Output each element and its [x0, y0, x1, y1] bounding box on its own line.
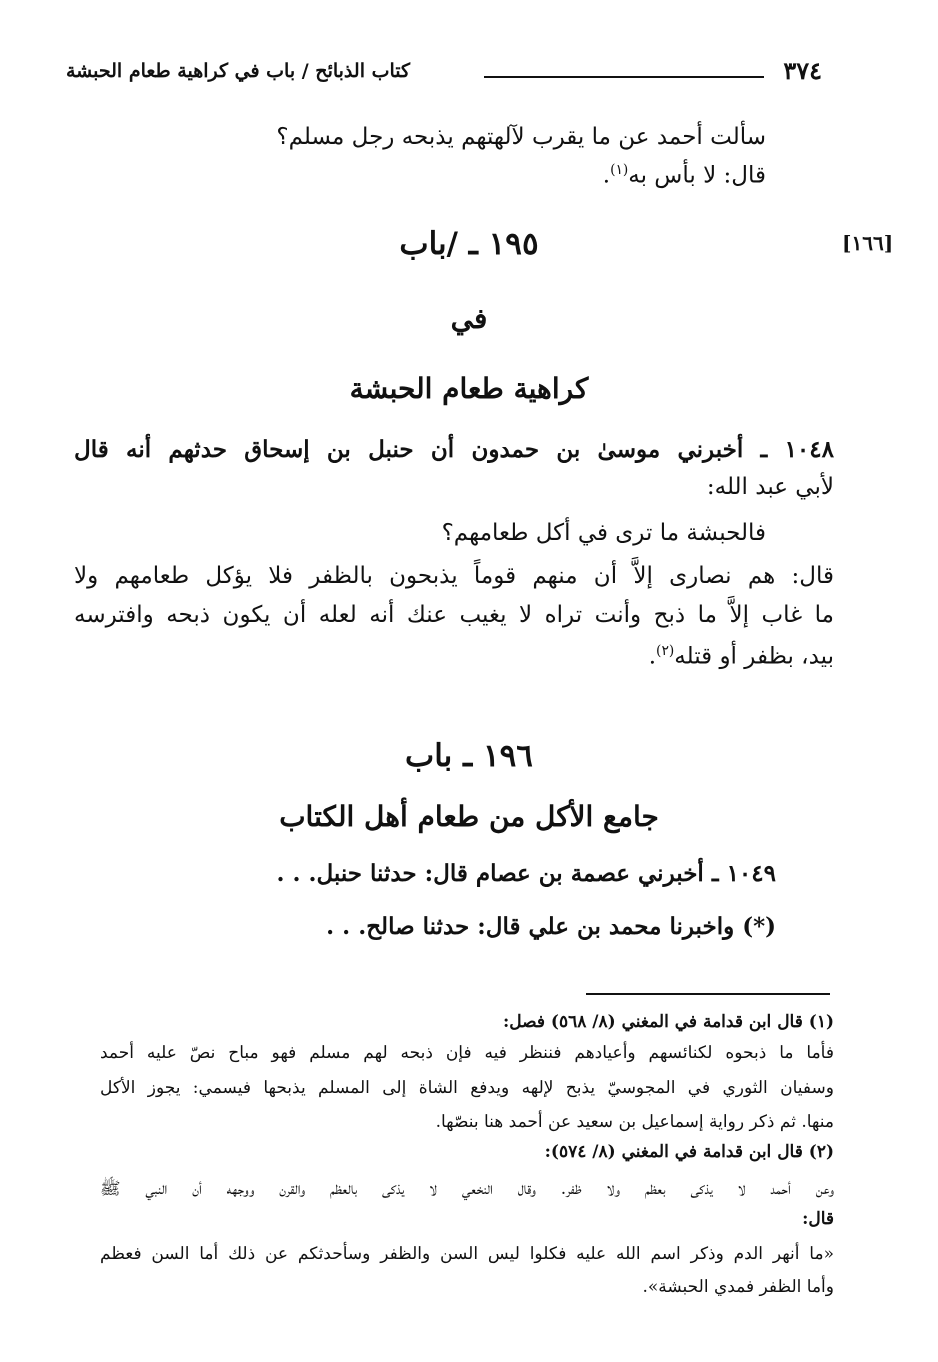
- hadith-1048-line-6-text: بيد، بظفر أو قتله: [674, 643, 834, 670]
- footnote-2-line-2: وعن أحمد لا يذكى بعظم ولا ظفر. وقال النخعي لا يذكى بالعظم والقرن ووجهه أن النبي ﷺ: [100, 1179, 834, 1199]
- footnote-1-heading: (١) قال ابن قدامة في المغني (٨/ ٥٦٨) فصل:: [502, 1012, 834, 1032]
- chapter-196-number: ١٩٦ ـ باب: [405, 738, 533, 774]
- footnote-2-line-4: «ما أنهر الدم وذكر اسم الله عليه فكلوا ليس السن والظفر وسأحدثكم عن ذلك أما السن فعظم: [100, 1244, 834, 1264]
- hadith-1048-line-5: ما غاب إلاَّ ما ذبح وأنت تراه لا يغيب عنك أنه لعله أن يكون ذبحه وافترسه: [74, 602, 834, 628]
- running-title: كتاب الذبائح / باب في كراهية طعام الحبشة: [66, 60, 411, 82]
- footnote-1-line-4: منها. ثم ذكر رواية إسماعيل بن سعيد عن أحمد هنا بنصّها.: [435, 1112, 834, 1132]
- footnote-1-line-3: وسفيان الثوري في المجوسيّ يذبح لإلهه ويدفع الشاة إلى المسلم يذبحها فيسمي: يجوز الأكل: [100, 1078, 834, 1098]
- hadith-1048-line-4: قال: هم نصارى إلاَّ أن منهم قوماً يذبحون بالظفر فلا يؤكل طعامهم ولا: [74, 563, 834, 589]
- hadith-1048-line-2: لأبي عبد الله:: [706, 474, 834, 500]
- footnote-2-line-3: قال:: [802, 1209, 834, 1229]
- footnote-2-heading: (٢) قال ابن قدامة في المغني (٨/ ٥٧٤):: [544, 1142, 834, 1162]
- page-header: [66, 56, 822, 94]
- chapter-196-title: جامع الأكل من طعام أهل الكتاب: [279, 800, 659, 833]
- margin-folio-note: [١٦٦]: [842, 231, 894, 255]
- chapter-195-fi: في: [450, 302, 488, 335]
- intro-answer: قال: لا بأس به$^{(١)}$.: [602, 162, 766, 189]
- chapter-195-title: كراهية طعام الحبشة: [349, 372, 589, 405]
- hadith-1048-line-3: فالحبشة ما ترى في أكل طعامهم؟: [441, 520, 766, 546]
- intro-question: سألت أحمد عن ما يقرب لآلهتهم يذبحه رجل مسلم؟: [276, 124, 766, 150]
- footnote-2-line-5: وأما الظفر فمدي الحبشة».: [642, 1277, 834, 1297]
- page-number: ٣٧٤: [783, 56, 822, 85]
- hadith-1048-line-6: بيد، بظفر أو قتله$^{(٢)}$.: [648, 643, 834, 670]
- footnote-ref-2[interactable]: (٢): [656, 643, 675, 659]
- footnote-1-line-2: فأما ما ذبحوه لكنائسهم وأعيادهم فننظر فيه فإن ذبحه لهم مسلم فهو مباح نصّ عليه أحمد: [100, 1043, 834, 1063]
- hadith-1049-line-2: (*) واخبرنا محمد بن علي قال: حدثنا صالح. . .: [326, 913, 776, 940]
- hadith-1048-line-1: ١٠٤٨ ـ أخبرني موسىٰ بن حمدون أن حنبل بن إسحاق حدثهم أنه قال: [74, 436, 834, 463]
- footnote-ref-1[interactable]: (١): [610, 162, 629, 178]
- header-rule: [484, 76, 764, 78]
- intro-answer-text: قال: لا بأس به: [628, 162, 766, 189]
- footnote-separator: [586, 993, 830, 995]
- hadith-1049-line-1: ١٠٤٩ ـ أخبرني عصمة بن عصام قال: حدثنا حنبل. . .: [276, 860, 776, 887]
- chapter-195-number: ١٩٥ ـ /باب: [399, 226, 539, 262]
